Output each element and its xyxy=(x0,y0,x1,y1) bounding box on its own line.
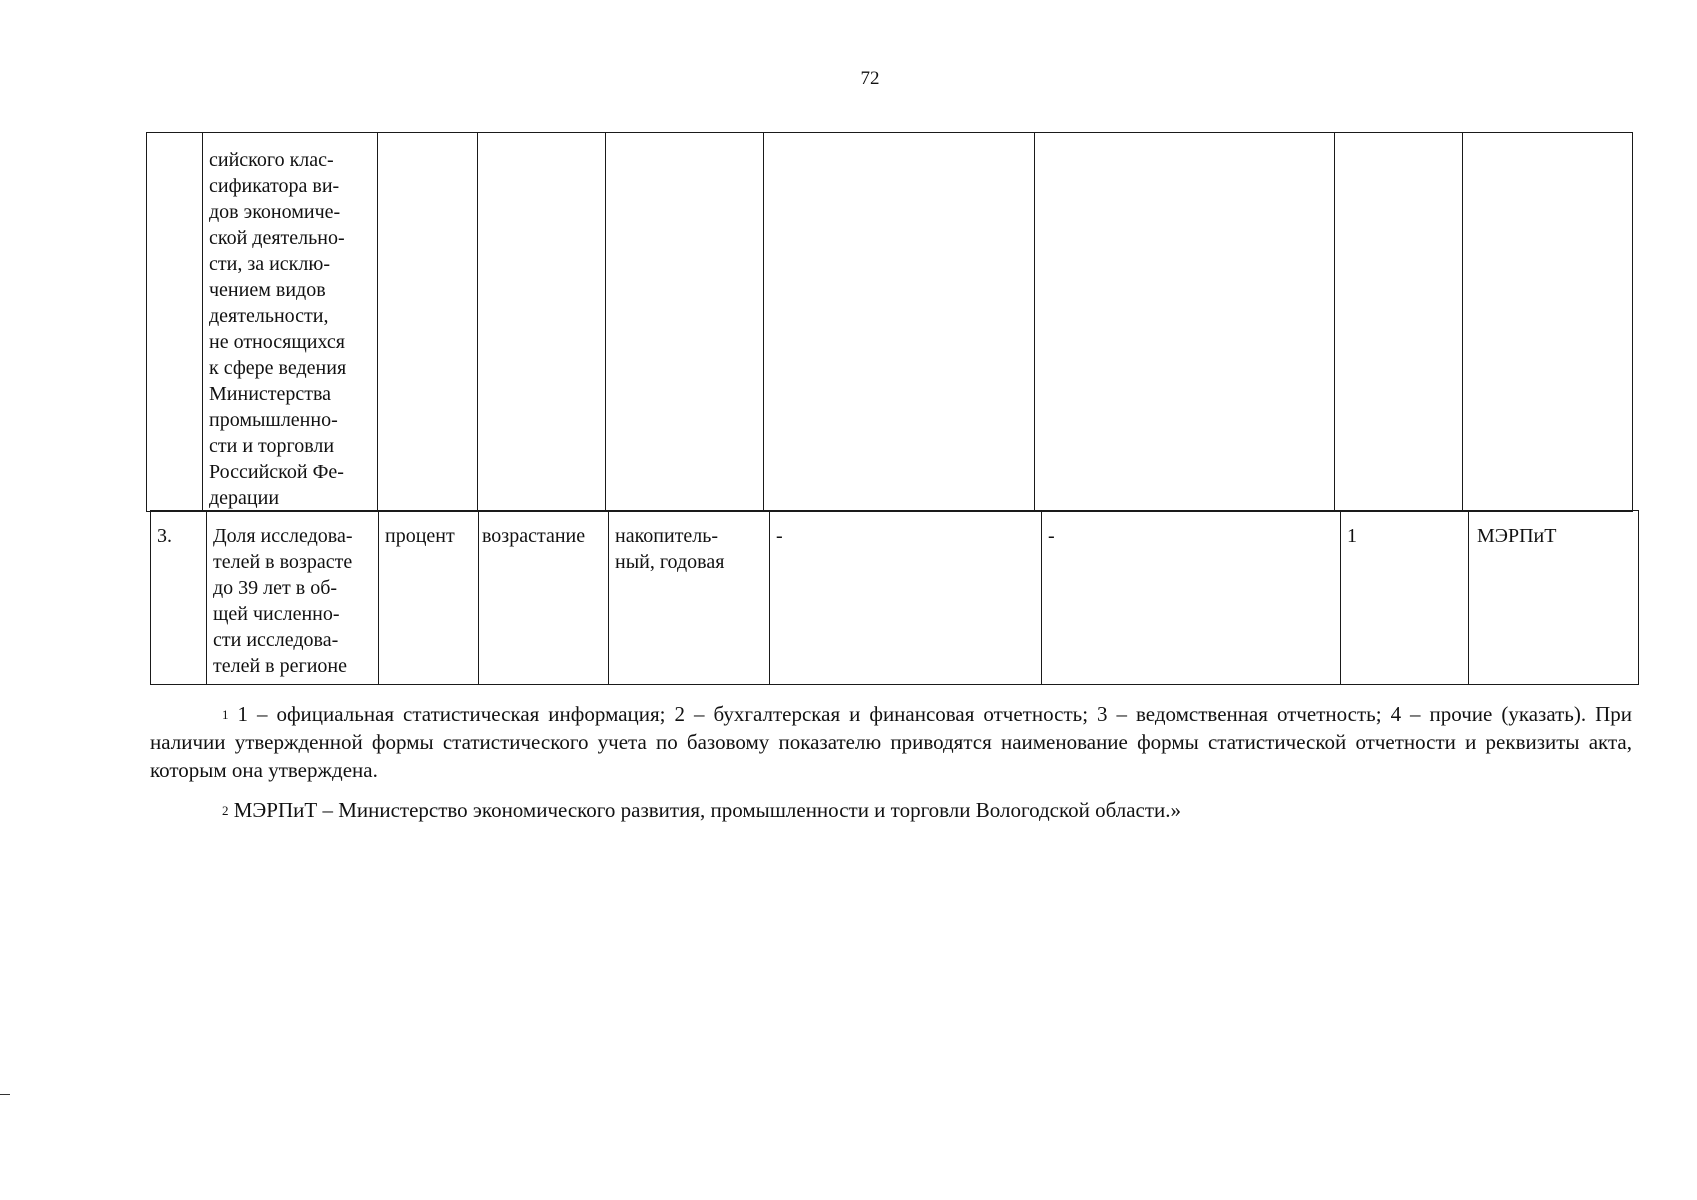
cell-source xyxy=(1335,133,1463,512)
cell-col7 xyxy=(1035,133,1335,512)
cell-unit xyxy=(378,133,478,512)
indicator-table-row-3 xyxy=(150,510,1639,685)
footnote-2 xyxy=(150,796,1632,824)
footnote-marker: 1 xyxy=(222,707,229,722)
footnote-1 xyxy=(150,700,1632,784)
footnote-text: 1 – официальная статистическая информация; 2 – бухгалтерская и финансовая отчетность; 3 – ведомственная отчетность; 4 – прочие (указать). При наличии утвержденной формы статистического учета по базовому показателю приводятся наименование формы статистической отчетности и реквизиты акта, которым она утверждена. xyxy=(150,702,1632,782)
cell-responsible xyxy=(1463,133,1633,512)
cell-unit: процент xyxy=(379,511,479,685)
table-row xyxy=(151,511,1639,685)
cell-source: 1 xyxy=(1341,511,1469,685)
footnotes xyxy=(150,700,1632,836)
scan-margin-mark xyxy=(0,1094,10,1095)
cell-responsible: МЭРПиТ xyxy=(1469,511,1639,685)
table-row xyxy=(147,133,1633,512)
cell-col7: - xyxy=(1042,511,1341,685)
cell-indicator-name: сийского клас- сификатора ви- дов экономиче- ской деятельно- сти, за исклю- чением видов деятельности, не относящихся к сфере ведения Министерства промышленно- сти и торговли Российской Фе- дерации xyxy=(203,133,378,512)
cell-method: накопитель- ный, годовая xyxy=(609,511,770,685)
cell-number: 3. xyxy=(151,511,207,685)
cell-trend: возрастание xyxy=(479,511,609,685)
footnote-text: МЭРПиТ – Министерство экономического развития, промышленности и торговли Вологодской области.» xyxy=(228,798,1182,822)
indicator-table-continuation xyxy=(146,132,1633,512)
footnote-marker: 2 xyxy=(222,803,229,818)
page-number: 72 xyxy=(860,68,880,89)
cell-indicator-name: Доля исследова- телей в возрасте до 39 лет в об- щей численно- сти исследова- телей в регионе xyxy=(207,511,379,685)
cell-col6: - xyxy=(770,511,1042,685)
cell-method xyxy=(606,133,764,512)
cell-number xyxy=(147,133,203,512)
cell-col6 xyxy=(764,133,1035,512)
cell-trend xyxy=(478,133,606,512)
